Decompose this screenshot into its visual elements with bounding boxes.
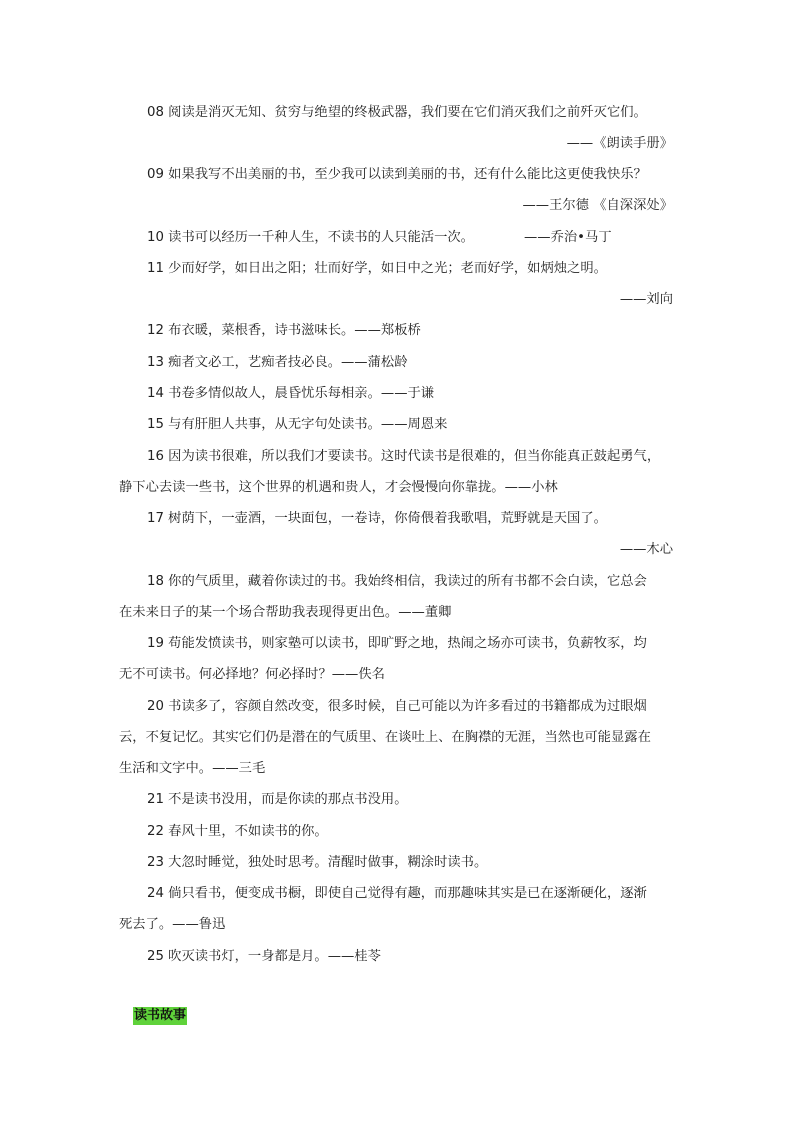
- quote-18-line-1: 18 你的气质里，藏着你读过的书。我始终相信，我读过的所有书都不会白读，它总会: [147, 574, 647, 589]
- quote-18-line-2: 在未来日子的某一个场合帮助我表现得更出色。——董卿: [119, 605, 452, 620]
- quote-10: 10 读书可以经历一千种人生，不读书的人只能活一次。: [147, 230, 474, 245]
- quote-09-source: ——王尔德 《自深深处》: [522, 198, 673, 213]
- quote-16-line-1: 16 因为读书很难，所以我们才要读书。这时代读书是很难的，但当你能真正鼓起勇气，: [147, 449, 661, 464]
- quote-24-line-2: 死去了。——鲁迅: [119, 917, 226, 932]
- quote-10-source: ——乔治•马丁: [524, 230, 612, 245]
- quote-21: 21 不是读书没用，而是你读的那点书没用。: [147, 792, 408, 807]
- quote-11-source: ——刘向: [619, 292, 673, 307]
- quote-17-source: ——木心: [619, 542, 673, 557]
- quote-16-line-2: 静下心去读一些书，这个世界的机遇和贵人，才会慢慢向你靠拢。——小林: [119, 480, 558, 495]
- quote-20-line-3: 生活和文字中。——三毛: [119, 761, 266, 776]
- quote-23: 23 大忽时睡觉，独处时思考。清醒时做事，糊涂时读书。: [147, 855, 488, 870]
- quote-20-line-1: 20 书读多了，容颜自然改变，很多时候，自己可能以为许多看过的书籍都成为过眼烟: [147, 699, 647, 714]
- quote-15: 15 与有肝胆人共事，从无字句处读书。——周恩来: [147, 417, 448, 432]
- quote-09: 09 如果我写不出美丽的书，至少我可以读到美丽的书，还有什么能比这更使我快乐？: [147, 167, 647, 182]
- quote-08: 08 阅读是消灭无知、贫穷与绝望的终极武器，我们要在它们消灭我们之前歼灭它们。: [147, 105, 647, 120]
- quote-12: 12 布衣暖，菜根香，诗书滋味长。——郑板桥: [147, 323, 421, 338]
- quote-19-line-2: 无不可读书。何必择地？何必择时？——佚名: [119, 667, 385, 682]
- quote-20-line-2: 云，不复记忆。其实它们仍是潜在的气质里、在谈吐上、在胸襟的无涯，当然也可能显露在: [119, 730, 651, 745]
- section-heading-reading-stories: 读书故事: [134, 1008, 187, 1023]
- quote-17: 17 树荫下，一壶酒，一块面包，一卷诗，你倚偎着我歌唱，荒野就是天国了。: [147, 511, 607, 526]
- quote-08-source: ——《朗读手册》: [566, 136, 673, 151]
- quote-11: 11 少而好学，如日出之阳；壮而好学，如日中之光；老而好学，如炳烛之明。: [147, 261, 607, 276]
- quote-19-line-1: 19 苟能发愤读书，则家塾可以读书，即旷野之地，热闹之场亦可读书，负薪牧豕，均: [147, 636, 647, 651]
- quote-22: 22 春风十里，不如读书的你。: [147, 824, 328, 839]
- quote-24-line-1: 24 倘只看书，便变成书橱，即使自己觉得有趣，而那趣味其实是已在逐渐硬化，逐渐: [147, 886, 647, 901]
- quote-25: 25 吹灭读书灯，一身都是月。——桂苓: [147, 949, 381, 964]
- quote-14: 14 书卷多情似故人，晨昏忧乐每相亲。——于谦: [147, 386, 435, 401]
- quote-13: 13 痴者文必工，艺痴者技必良。——蒲松龄: [147, 355, 408, 370]
